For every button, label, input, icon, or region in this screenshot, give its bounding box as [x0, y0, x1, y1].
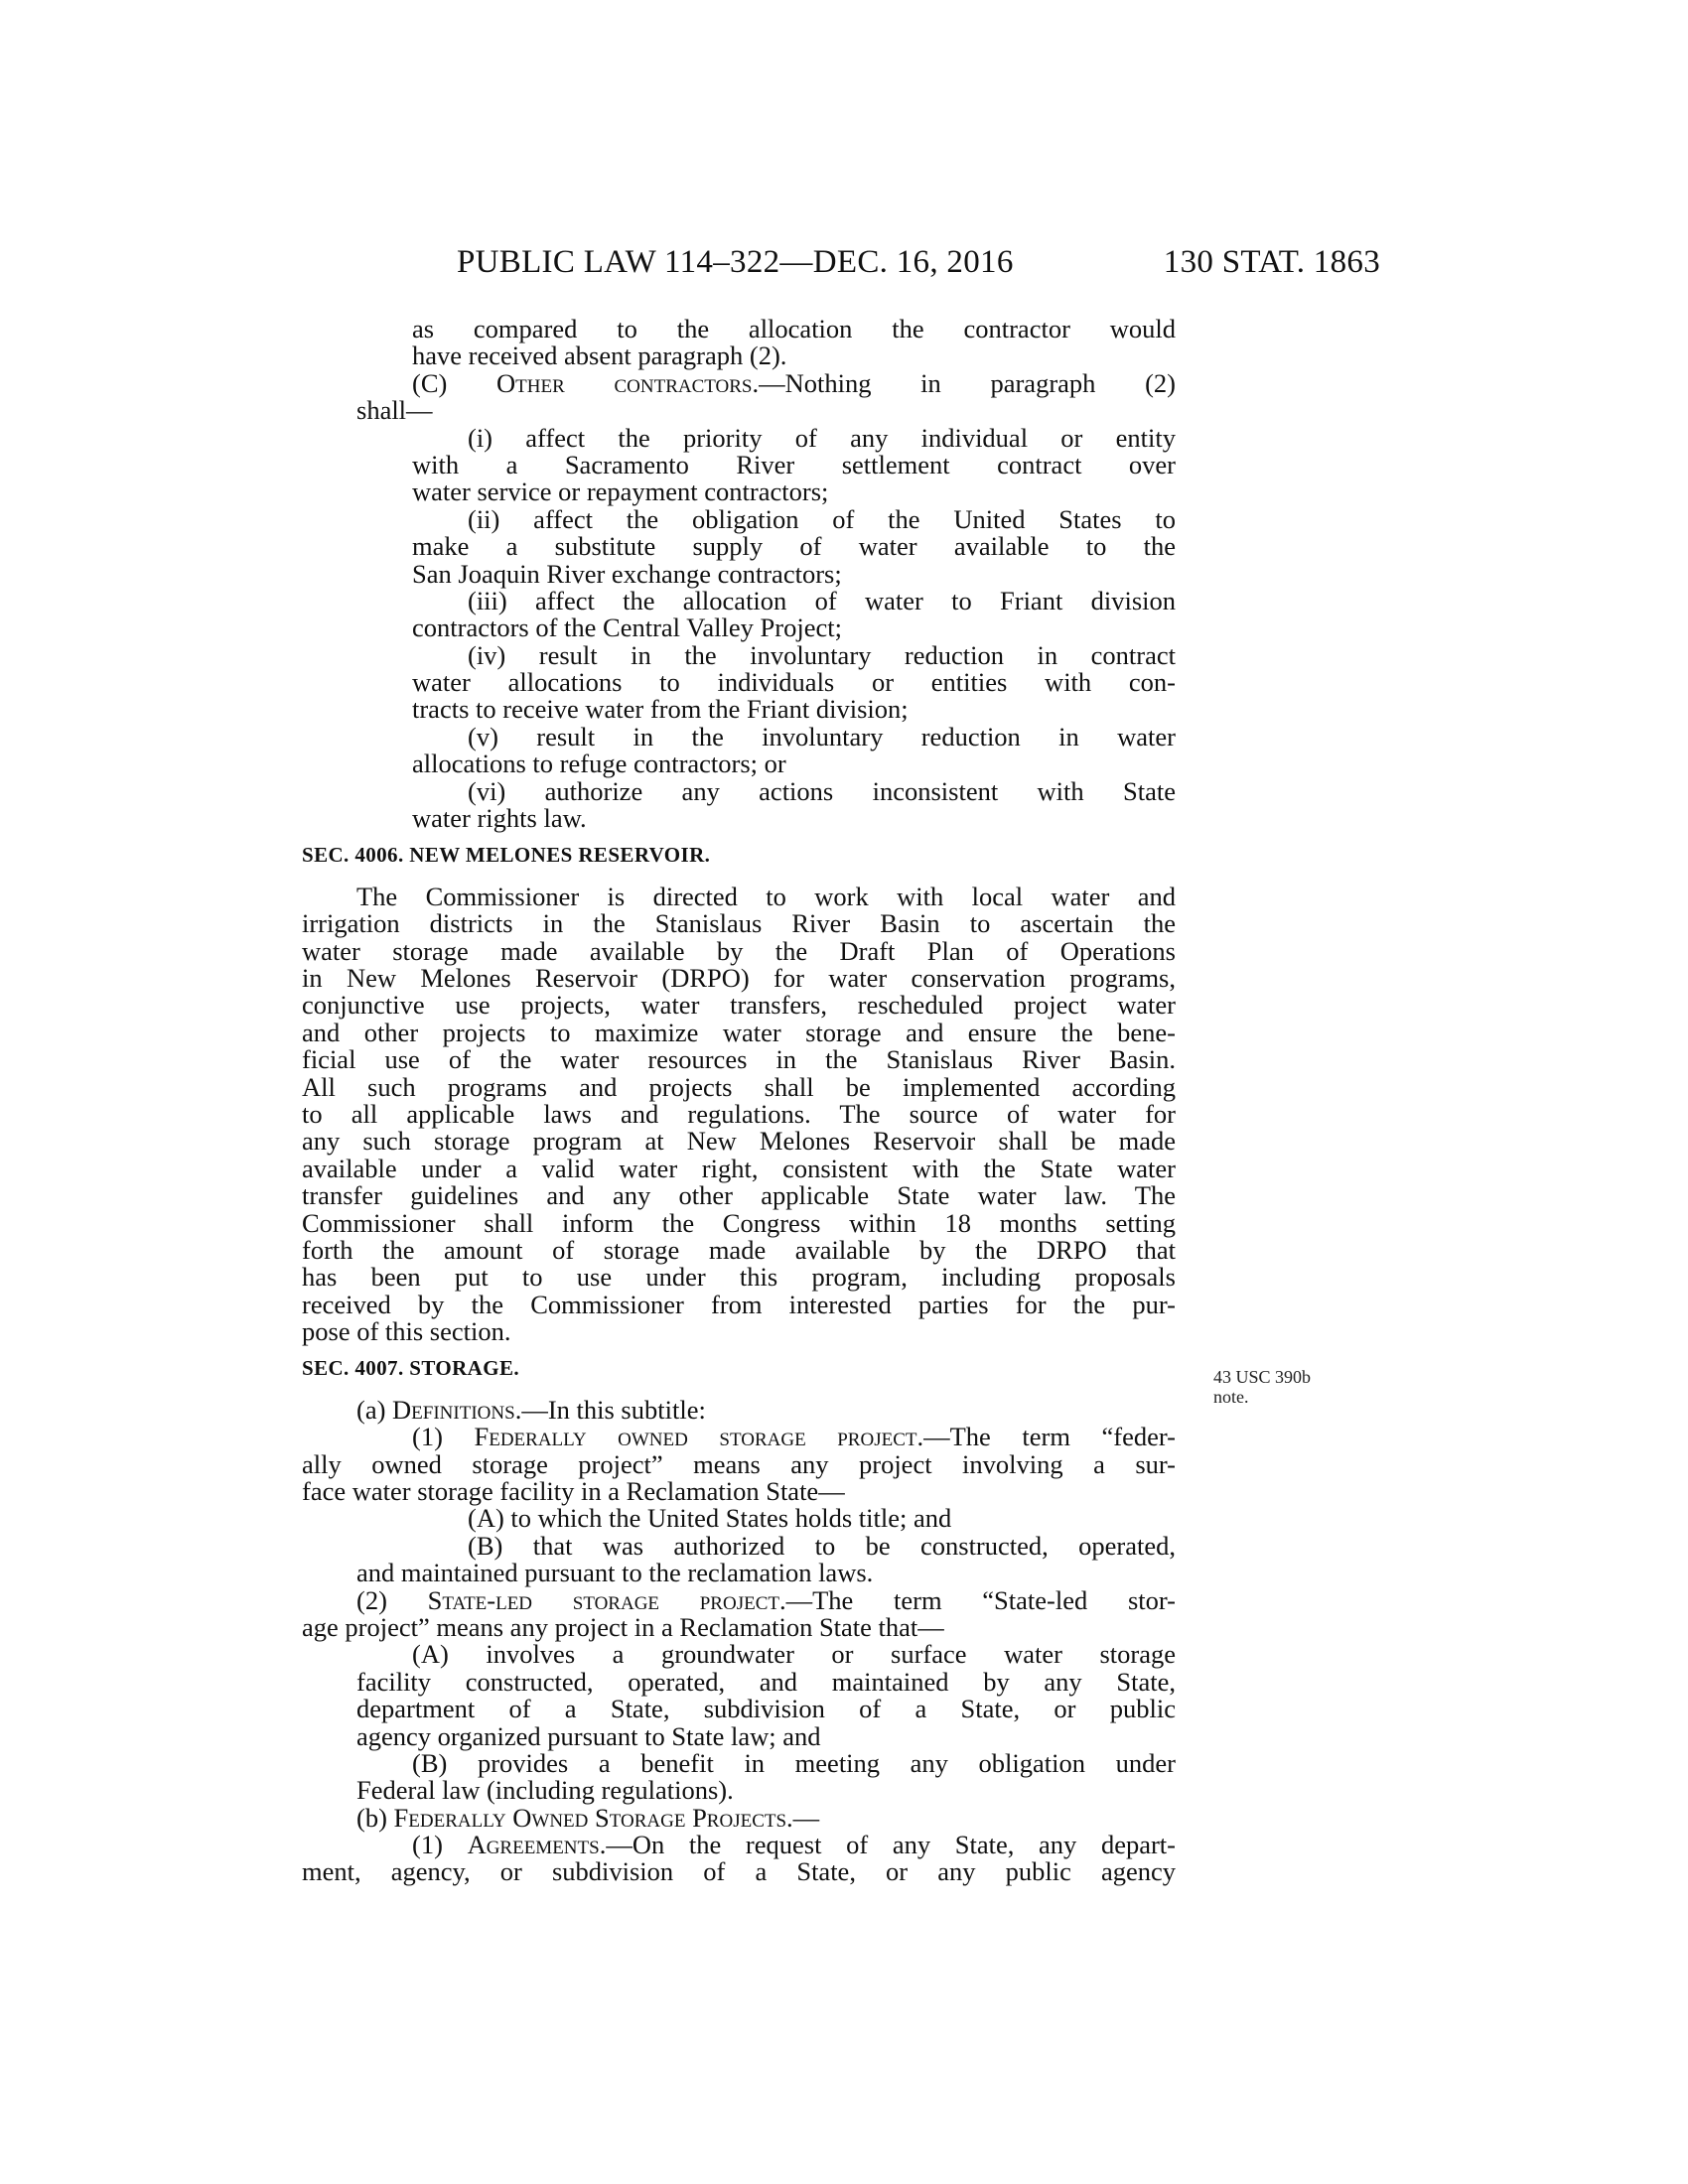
text-line: shall— [356, 395, 433, 426]
paragraph-1: (1) Federally owned storage project.—The term “feder- [412, 1422, 1176, 1452]
text-line: water service or repayment contractors; [412, 477, 829, 507]
text-line: San Joaquin River exchange contractors; [412, 558, 842, 589]
text-line: face water storage facility in a Reclamation State— [302, 1476, 845, 1507]
text-line: (B) provides a benefit in meeting any obligation under [412, 1747, 1176, 1778]
text-line: water storage made available by the Draft Plan of Operations [302, 935, 1176, 966]
text-line: transfer guidelines and any other applicable State water law. The [302, 1180, 1176, 1211]
continued-text [302, 316, 1176, 840]
section-heading-4007: SEC. 4007. STORAGE. [302, 1356, 520, 1381]
text-line: received by the Commissioner from interested parties for the pur- [302, 1289, 1176, 1319]
text-line: (C) Other contractors.—Nothing in paragraph (2) [412, 367, 1177, 398]
margin-note-line: note. [1213, 1387, 1249, 1407]
header-law-citation: PUBLIC LAW 114–322—DEC. 16, 2016 [457, 244, 1014, 280]
text-line: Federal law (including regulations). [356, 1775, 734, 1806]
text-line: conjunctive use projects, water transfers, rescheduled project water [302, 990, 1176, 1021]
subsection-a: (a) Definitions.—In this subtitle: [356, 1394, 706, 1425]
paragraph-b1: (1) Agreements.—On the request of any State, any depart- [412, 1830, 1176, 1860]
text-line: forth the amount of storage made available by the DRPO that [302, 1234, 1176, 1265]
text-line: Commissioner shall inform the Congress within 18 months setting [302, 1207, 1176, 1238]
paragraph-b1-title: Agreements [467, 1830, 600, 1860]
text-line: The Commissioner is directed to work with local water and [356, 881, 1176, 911]
text-line: any such storage program at New Melones Reservoir shall be made [302, 1126, 1176, 1157]
text-line: ally owned storage project” means any project involving a sur- [302, 1448, 1176, 1479]
subsection-b-title: Federally Owned Storage Projects [393, 1802, 787, 1833]
paragraph-2-title: State-led storage project [427, 1584, 779, 1615]
text-line: and maintained pursuant to the reclamation laws. [356, 1558, 874, 1588]
margin-note [1213, 1367, 1311, 1407]
text-line: allocations to refuge contractors; or [412, 749, 786, 779]
text-line: to all applicable laws and regulations. The source of water for [302, 1098, 1176, 1129]
running-header [457, 244, 1380, 294]
subsection-a-title: Definitions [392, 1394, 515, 1425]
text-line: (iii) affect the allocation of water to Friant division [468, 585, 1176, 615]
text-line: has been put to use under this program, including proposals [302, 1262, 1176, 1293]
text-line: facility constructed, operated, and maintained by any State, [356, 1666, 1176, 1697]
text-line: water allocations to individuals or entities with con- [412, 667, 1176, 698]
text-line: (ii) affect the obligation of the United States to [468, 503, 1176, 534]
text-line: (v) result in the involuntary reduction in water [468, 721, 1176, 751]
text-line: irrigation districts in the Stanislaus River Basin to ascertain the [302, 908, 1176, 939]
text-line: available under a valid water right, consistent with the State water [302, 1153, 1176, 1183]
text-line: water rights law. [412, 803, 587, 834]
margin-note-line: 43 USC 390b [1213, 1367, 1312, 1387]
section-heading-4006: SEC. 4006. NEW MELONES RESERVOIR. [302, 843, 711, 868]
text-line: (B) that was authorized to be constructed, operated, [468, 1530, 1176, 1561]
text-line: (A) to which the United States holds title; and [468, 1503, 952, 1534]
text-line: contractors of the Central Valley Project; [412, 613, 842, 643]
text-line: with a Sacramento River settlement contract over [412, 449, 1176, 479]
text-line: (iv) result in the involuntary reduction in contract [468, 639, 1176, 670]
text-line: pose of this section. [302, 1316, 511, 1347]
text-line: agency organized pursuant to State law; and [356, 1720, 821, 1751]
text-line: tracts to receive water from the Friant division; [412, 694, 909, 725]
text-line: as compared to the allocation the contractor would [412, 314, 1176, 343]
header-page-number: 130 STAT. 1863 [1163, 244, 1380, 280]
section-4006-text [302, 881, 1176, 1354]
text-line: ment, agency, or subdivision of a State, or any public agency [302, 1856, 1176, 1887]
text-line: in New Melones Reservoir (DRPO) for water conservation programs, [302, 962, 1176, 993]
text-line: make a substitute supply of water available to the [412, 531, 1176, 562]
text-line: (A) involves a groundwater or surface water storage [412, 1639, 1176, 1670]
subsection-b: (b) Federally Owned Storage Projects.— [356, 1802, 820, 1833]
paragraph-c-title: Other contractors [496, 367, 753, 398]
text-line: age project” means any project in a Reclamation State that— [302, 1611, 944, 1642]
paragraph-2: (2) State-led storage project.—The term “State-led stor- [356, 1584, 1177, 1615]
paragraph-1-title: Federally owned storage project [474, 1422, 917, 1452]
text-line: All such programs and projects shall be implemented according [302, 1071, 1176, 1102]
text-line: (i) affect the priority of any individual or entity [468, 422, 1176, 453]
text-line: ficial use of the water resources in the Stanislaus River Basin. [302, 1044, 1176, 1075]
text-line: department of a State, subdivision of a State, or public [356, 1694, 1176, 1724]
text-line: (vi) authorize any actions inconsistent with State [468, 775, 1176, 806]
text-line: have received absent paragraph (2). [412, 341, 787, 371]
document-body [302, 316, 1176, 1886]
text-line: and other projects to maximize water storage and ensure the bene- [302, 1017, 1176, 1047]
